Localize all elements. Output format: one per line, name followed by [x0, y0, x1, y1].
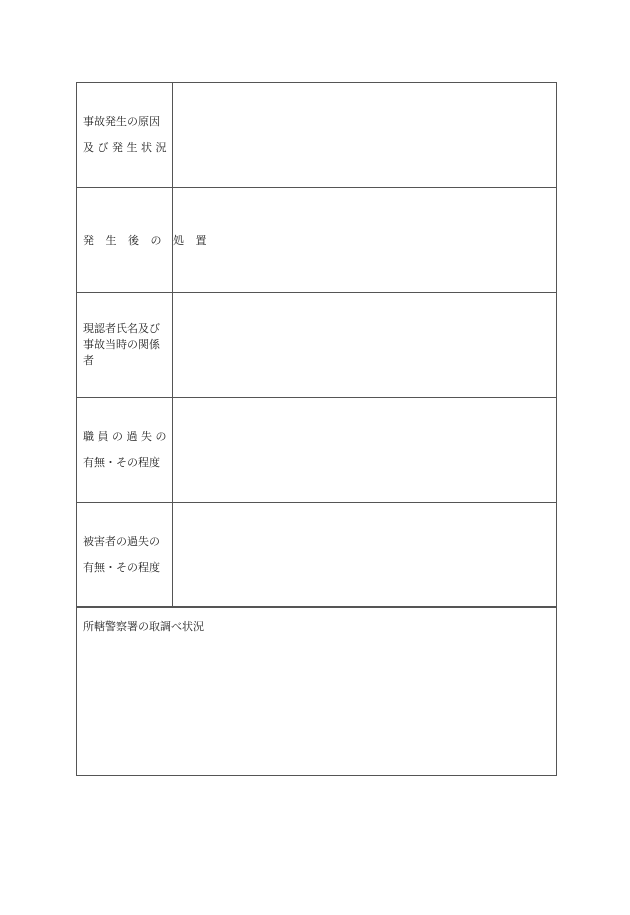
row-label: [77, 83, 173, 187]
label-line: 事故発生の原因: [83, 115, 160, 128]
row-staff-negligence: [77, 398, 556, 503]
staff-negligence-field[interactable]: [173, 398, 556, 502]
label-line: 及 び 発 生 状 況: [83, 141, 167, 154]
row-cause-and-situation: [77, 83, 556, 188]
row-label: [77, 293, 173, 397]
row-post-incident-action: [77, 188, 556, 293]
label-line: 有無・その程度: [83, 456, 160, 469]
police-investigation-label: 所轄警察署の取調べ状況: [83, 620, 204, 633]
label-line: 事故当時の関係: [83, 338, 160, 351]
label-line: 被害者の過失の: [83, 534, 160, 548]
label-line: 有無・その程度: [83, 560, 160, 574]
row-label: [77, 398, 173, 502]
label-line: 発 生 後 の 処 置: [83, 234, 211, 247]
row-victim-negligence: [77, 503, 556, 608]
victim-negligence-field[interactable]: [173, 503, 556, 606]
accident-report-form: [76, 82, 557, 776]
post-incident-action-field[interactable]: [173, 188, 556, 292]
row-witnesses: [77, 293, 556, 398]
row-label: [77, 188, 211, 292]
police-investigation-section[interactable]: [77, 608, 556, 775]
label-line: 現認者氏名及び: [83, 322, 160, 335]
witnesses-field[interactable]: [173, 293, 556, 397]
label-line: 職 員 の 過 失 の: [83, 430, 167, 443]
label-line: 者: [83, 354, 94, 367]
row-label: [77, 503, 173, 606]
cause-and-situation-field[interactable]: [173, 83, 556, 187]
